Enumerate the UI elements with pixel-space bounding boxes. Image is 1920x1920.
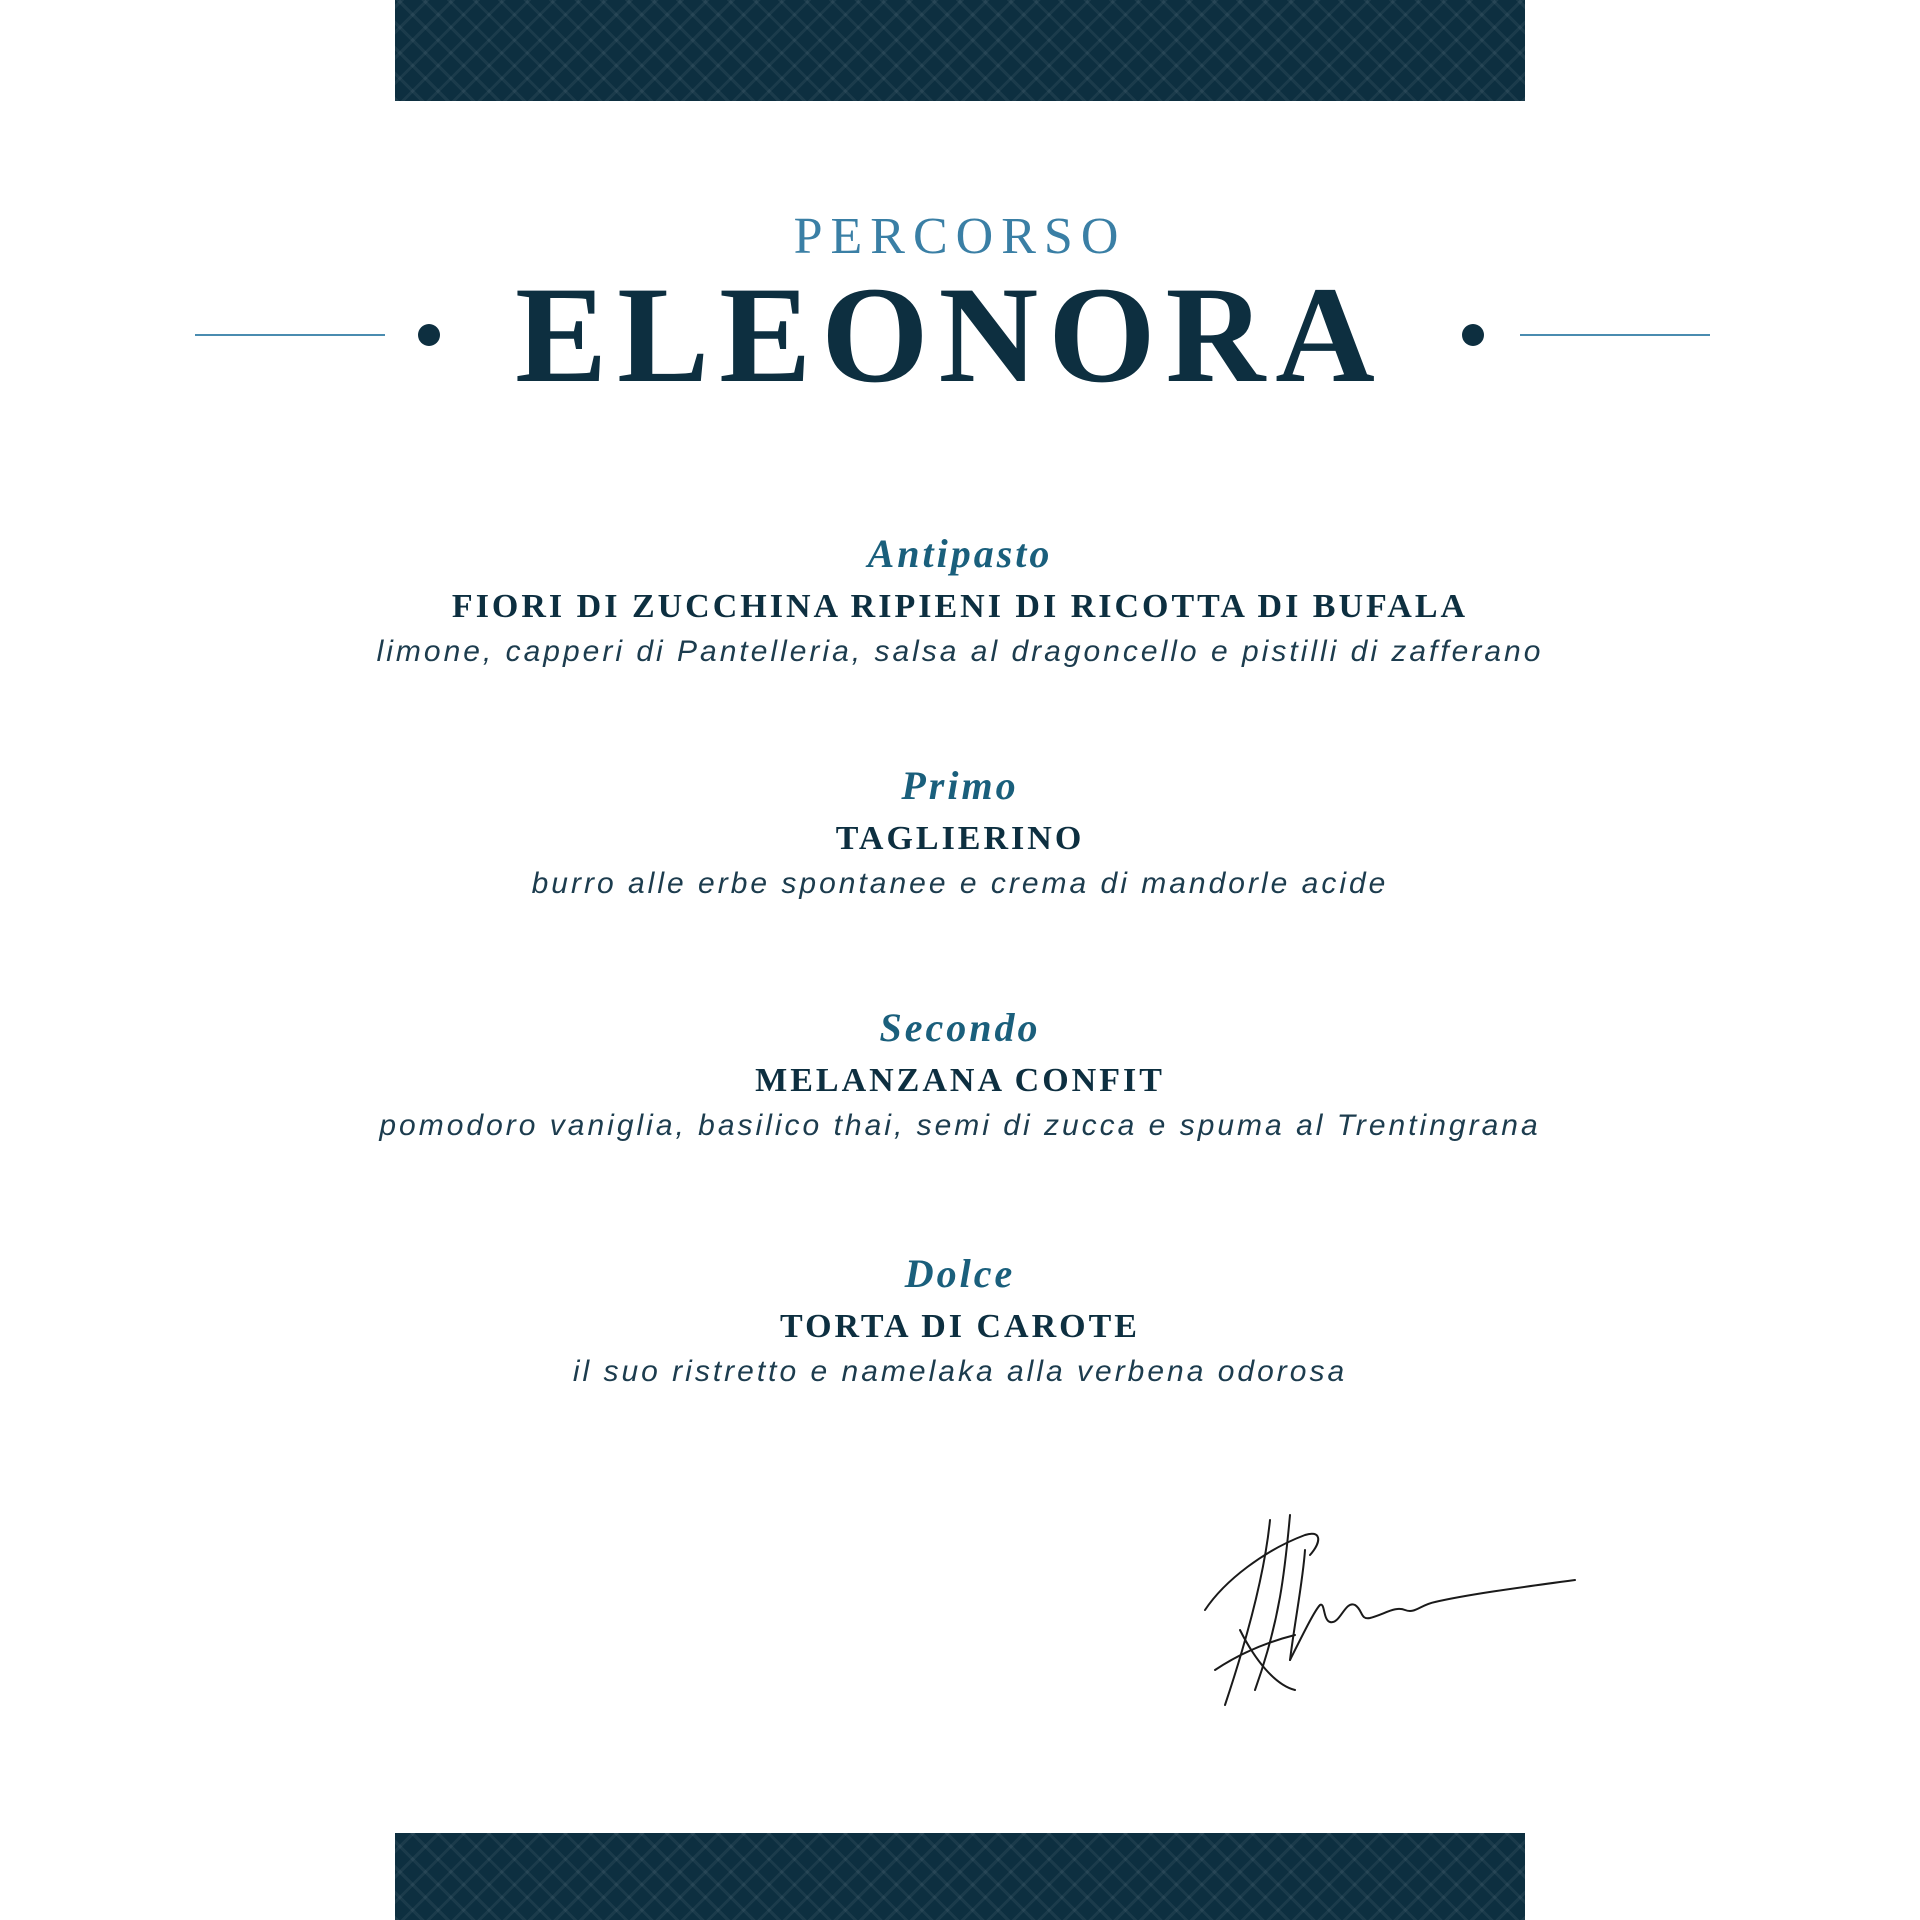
menu-title: ELEONORA <box>515 258 1385 411</box>
left-bullet-dot <box>418 324 440 346</box>
top-decorative-band <box>395 0 1525 101</box>
handwritten-signature <box>1195 1510 1580 1710</box>
dish-description: burro alle erbe spontanee e crema di mandorle acide <box>531 867 1389 900</box>
course-label: Dolce <box>904 1251 1016 1296</box>
course-secondo <box>0 1002 1920 1146</box>
course-label: Secondo <box>879 1005 1041 1050</box>
right-divider-line <box>1520 334 1710 336</box>
left-divider-line <box>195 334 385 336</box>
menu-subtitle: PERCORSO <box>793 208 1127 265</box>
dish-description: pomodoro vaniglia, basilico thai, semi di zucca e spuma al Trentingrana <box>379 1109 1541 1142</box>
dish-name: MELANZANA CONFIT <box>755 1062 1165 1099</box>
course-label: Primo <box>901 763 1019 808</box>
course-primo <box>0 760 1920 904</box>
dish-name: TAGLIERINO <box>835 820 1085 857</box>
title-row <box>0 258 1920 411</box>
course-antipasto <box>0 528 1920 672</box>
course-dolce <box>0 1248 1920 1392</box>
course-label: Antipasto <box>867 531 1053 576</box>
dish-description: il suo ristretto e namelaka alla verbena odorosa <box>572 1355 1348 1388</box>
dish-description: limone, capperi di Pantelleria, salsa al dragoncello e pistilli di zafferano <box>376 635 1544 668</box>
right-bullet-dot <box>1462 324 1484 346</box>
dish-name: FIORI DI ZUCCHINA RIPIENI DI RICOTTA DI BUFALA <box>451 588 1469 625</box>
dish-name: TORTA DI CAROTE <box>780 1308 1140 1345</box>
bottom-decorative-band <box>395 1833 1525 1920</box>
